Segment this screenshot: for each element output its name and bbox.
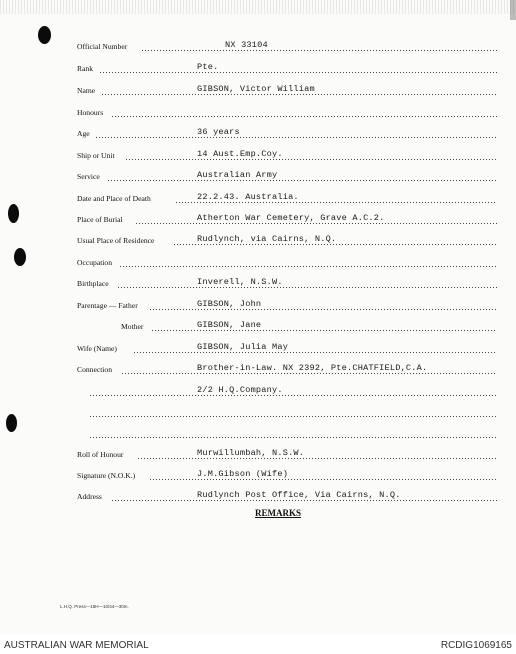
field-signature-nok	[77, 467, 497, 481]
dotted-line	[135, 223, 497, 224]
field-value: 22.2.43. Australia.	[197, 192, 299, 202]
dotted-line	[173, 244, 497, 245]
field-name	[77, 82, 497, 96]
field-official-number	[77, 38, 497, 52]
field-label: Address	[77, 492, 102, 501]
field-label: Official Number	[77, 42, 128, 51]
dotted-line	[99, 72, 497, 73]
punch-hole-bottom	[6, 414, 17, 432]
field-ship-or-unit	[77, 147, 497, 161]
field-connection-line-3	[77, 404, 497, 418]
field-value: Australian Army	[197, 170, 278, 180]
field-parentage-father	[77, 297, 497, 311]
scan-edge-right	[510, 0, 516, 20]
field-label: Usual Place of Residence	[77, 236, 155, 245]
dotted-line	[111, 500, 497, 501]
field-wife-name	[77, 340, 497, 354]
dotted-line	[149, 479, 497, 480]
dotted-line	[141, 50, 497, 51]
remarks-heading: REMARKS	[255, 508, 302, 518]
field-roll-of-honour	[77, 446, 497, 460]
field-label: Parentage — Father	[77, 301, 138, 310]
dotted-line	[89, 416, 497, 417]
dotted-line	[107, 180, 497, 181]
dotted-line	[89, 437, 497, 438]
field-place-of-burial	[77, 211, 497, 225]
field-date-place-of-death	[77, 190, 497, 204]
field-label: Ship or Unit	[77, 151, 115, 160]
field-value: Atherton War Cemetery, Grave A.C.2.	[197, 213, 385, 223]
dotted-line	[95, 137, 497, 138]
field-value: 36 years	[197, 127, 240, 137]
field-label: Wife (Name)	[77, 344, 117, 353]
field-label: Birthplace	[77, 279, 109, 288]
field-label: Place of Burial	[77, 215, 123, 224]
field-connection	[77, 361, 497, 375]
field-label: Date and Place of Death	[77, 194, 151, 203]
field-label: Mother	[121, 322, 144, 331]
field-label: Rank	[77, 64, 94, 73]
dotted-line	[149, 309, 497, 310]
field-value: NX 33104	[225, 40, 268, 50]
field-value: GIBSON, Victor William	[197, 84, 315, 94]
footer-record-id: RCDIG1069165	[440, 640, 512, 651]
field-label: Service	[77, 172, 100, 181]
punch-hole-middle-upper	[8, 204, 19, 223]
footer-institution: AUSTRALIAN WAR MEMORIAL	[4, 640, 149, 651]
field-value: Rudlynch, via Cairns, N.Q.	[197, 234, 337, 244]
field-value: GIBSON, Jane	[197, 320, 262, 330]
dotted-line	[89, 395, 497, 396]
dotted-line	[101, 94, 497, 95]
field-value: GIBSON, Julia May	[197, 342, 289, 352]
field-label: Signature (N.O.K.)	[77, 471, 136, 480]
field-value: Murwillumbah, N.S.W.	[197, 448, 305, 458]
field-value: 2/2 H.Q.Company.	[197, 385, 283, 395]
field-label: Name	[77, 86, 96, 95]
field-occupation	[77, 254, 497, 268]
dotted-line	[151, 330, 497, 331]
dotted-line	[117, 287, 497, 288]
dotted-line	[133, 352, 497, 353]
field-service	[77, 168, 497, 182]
scan-edge-top	[0, 0, 516, 14]
dotted-line	[121, 373, 497, 374]
field-label: Occupation	[77, 258, 113, 267]
printer-note: L.H.Q. Press—18H—10/44—30m.	[60, 604, 129, 609]
field-connection-line-4	[77, 425, 497, 439]
field-honours	[77, 104, 497, 118]
field-value: 14 Aust.Emp.Coy.	[197, 149, 283, 159]
field-label: Connection	[77, 365, 113, 374]
field-connection-line-2	[77, 383, 497, 397]
punch-hole-top	[38, 26, 51, 44]
field-birthplace	[77, 275, 497, 289]
dotted-line	[119, 266, 497, 267]
field-value: Brother-in-Law. NX 2392, Pte.CHATFIELD,C.A.	[197, 363, 428, 373]
field-label: Roll of Honour	[77, 450, 124, 459]
field-value: GIBSON, John	[197, 299, 262, 309]
field-rank	[77, 60, 497, 74]
field-value: Rudlynch Post Office, Via Cairns, N.Q.	[197, 490, 401, 500]
field-label: Honours	[77, 108, 104, 117]
dotted-line	[111, 116, 497, 117]
field-value: Pte.	[197, 62, 219, 72]
field-value: Inverell, N.S.W.	[197, 277, 283, 287]
dotted-line	[137, 458, 497, 459]
field-address	[77, 488, 497, 502]
dotted-line	[175, 202, 497, 203]
archive-footer	[0, 635, 516, 654]
field-label: Age	[77, 129, 90, 138]
field-usual-residence	[77, 232, 497, 246]
punch-hole-middle-lower	[14, 248, 26, 266]
dotted-line	[125, 159, 497, 160]
field-parentage-mother	[77, 318, 497, 332]
field-age	[77, 125, 497, 139]
field-value: J.M.Gibson (Wife)	[197, 469, 289, 479]
